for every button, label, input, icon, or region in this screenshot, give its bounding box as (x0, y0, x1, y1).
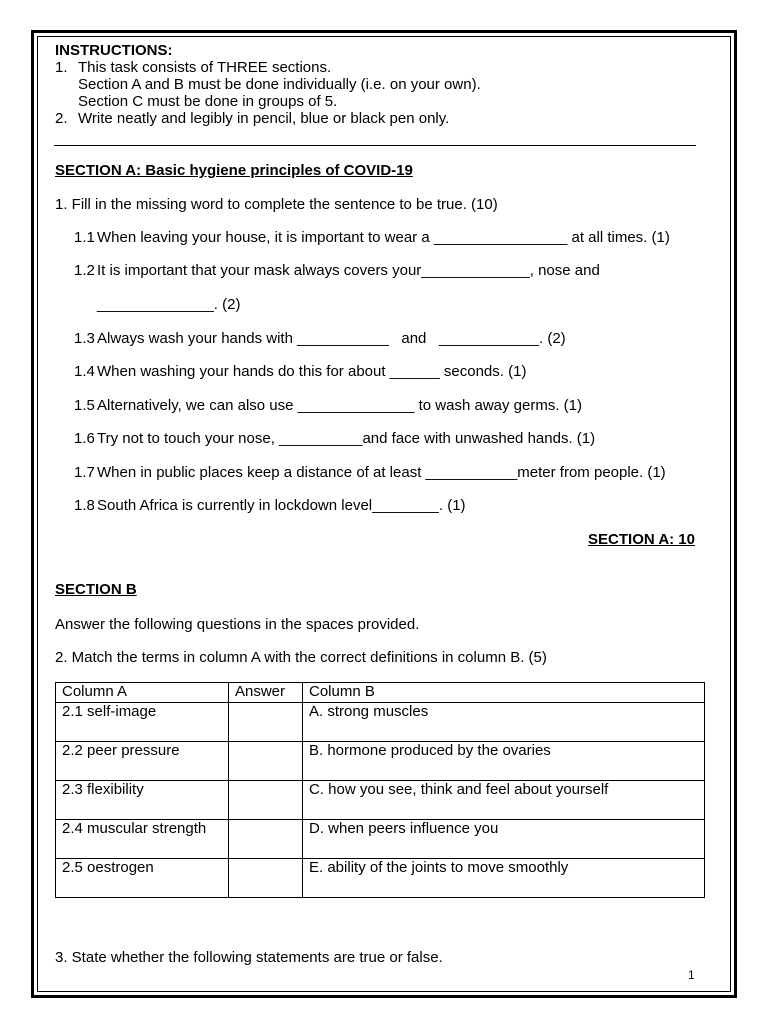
item-text: South Africa is currently in lockdown level________. (1) (97, 497, 466, 514)
term-cell: 2.1 self-image (56, 703, 229, 742)
answer-cell[interactable] (229, 859, 303, 898)
instruction-1 (55, 59, 68, 76)
answer-cell[interactable] (229, 742, 303, 781)
table-header-cell: Answer (229, 683, 303, 703)
item-number: 1.8 (74, 497, 95, 514)
table-header-cell: Column A (56, 683, 229, 703)
table-row (56, 859, 705, 898)
question-item (74, 262, 600, 279)
item-text: It is important that your mask always covers your_____________, nose and (97, 262, 600, 279)
definition-cell: D. when peers influence you (303, 820, 705, 859)
item-number: 1.2 (74, 262, 95, 279)
answer-cell[interactable] (229, 820, 303, 859)
section-a-title: SECTION A: Basic hygiene principles of COVID-19 (55, 162, 413, 179)
item-number: 1.6 (74, 430, 95, 447)
table-header-cell: Column B (303, 683, 705, 703)
instruction-line: This task consists of THREE sections. (78, 59, 332, 76)
item-text: Always wash your hands with ___________ and ____________. (2) (97, 330, 566, 347)
question-item (74, 330, 566, 347)
table-row (56, 742, 705, 781)
item-number: 1.1 (74, 229, 95, 246)
page-number: 1 (688, 968, 695, 982)
item-text: Try not to touch your nose, __________and face with unwashed hands. (1) (97, 430, 596, 447)
divider-line (54, 145, 696, 146)
item-number: 1.4 (74, 363, 95, 380)
section-b-intro: Answer the following questions in the spaces provided. (55, 616, 420, 633)
item-number: 1.3 (74, 330, 95, 347)
instruction-2 (55, 110, 68, 127)
definition-cell: A. strong muscles (303, 703, 705, 742)
matching-table (55, 682, 705, 898)
question-item (74, 497, 466, 514)
instruction-line: Section C must be done in groups of 5. (78, 93, 338, 110)
table-header-row (56, 683, 705, 703)
answer-cell[interactable] (229, 781, 303, 820)
definition-cell: E. ability of the joints to move smoothly (303, 859, 705, 898)
table-row (56, 781, 705, 820)
question-3: 3. State whether the following statements are true or false. (55, 949, 443, 966)
term-cell: 2.3 flexibility (56, 781, 229, 820)
answer-cell[interactable] (229, 703, 303, 742)
definition-cell: C. how you see, think and feel about yourself (303, 781, 705, 820)
section-a-total: SECTION A: 10 (588, 531, 695, 548)
instruction-line: Write neatly and legibly in pencil, blue or black pen only. (78, 110, 450, 127)
definition-cell: B. hormone produced by the ovaries (303, 742, 705, 781)
item-text: When in public places keep a distance of at least ___________meter from people. (1) (97, 464, 666, 481)
table-row (56, 703, 705, 742)
instruction-number: 2. (55, 110, 68, 127)
question-2: 2. Match the terms in column A with the correct definitions in column B. (5) (55, 649, 547, 666)
question-item (74, 430, 595, 447)
instruction-number: 1. (55, 59, 68, 76)
term-cell: 2.4 muscular strength (56, 820, 229, 859)
item-text: When washing your hands do this for about ______ seconds. (1) (97, 363, 527, 380)
question-item-continuation: ______________. (2) (97, 296, 241, 313)
term-cell: 2.5 oestrogen (56, 859, 229, 898)
question-item (74, 363, 526, 380)
item-text: When leaving your house, it is important to wear a ________________ at all times. (1) (97, 229, 670, 246)
item-number: 1.5 (74, 397, 95, 414)
item-text: Alternatively, we can also use ______________ to wash away germs. (1) (97, 397, 583, 414)
item-number: 1.7 (74, 464, 95, 481)
question-1: 1. Fill in the missing word to complete the sentence to be true. (10) (55, 196, 498, 213)
question-item (74, 464, 666, 481)
instructions-heading: INSTRUCTIONS: (55, 42, 173, 59)
instruction-line: Section A and B must be done individually (i.e. on your own). (78, 76, 481, 93)
question-item (74, 229, 670, 246)
table-row (56, 820, 705, 859)
section-b-title: SECTION B (55, 581, 137, 598)
term-cell: 2.2 peer pressure (56, 742, 229, 781)
question-item (74, 397, 582, 414)
